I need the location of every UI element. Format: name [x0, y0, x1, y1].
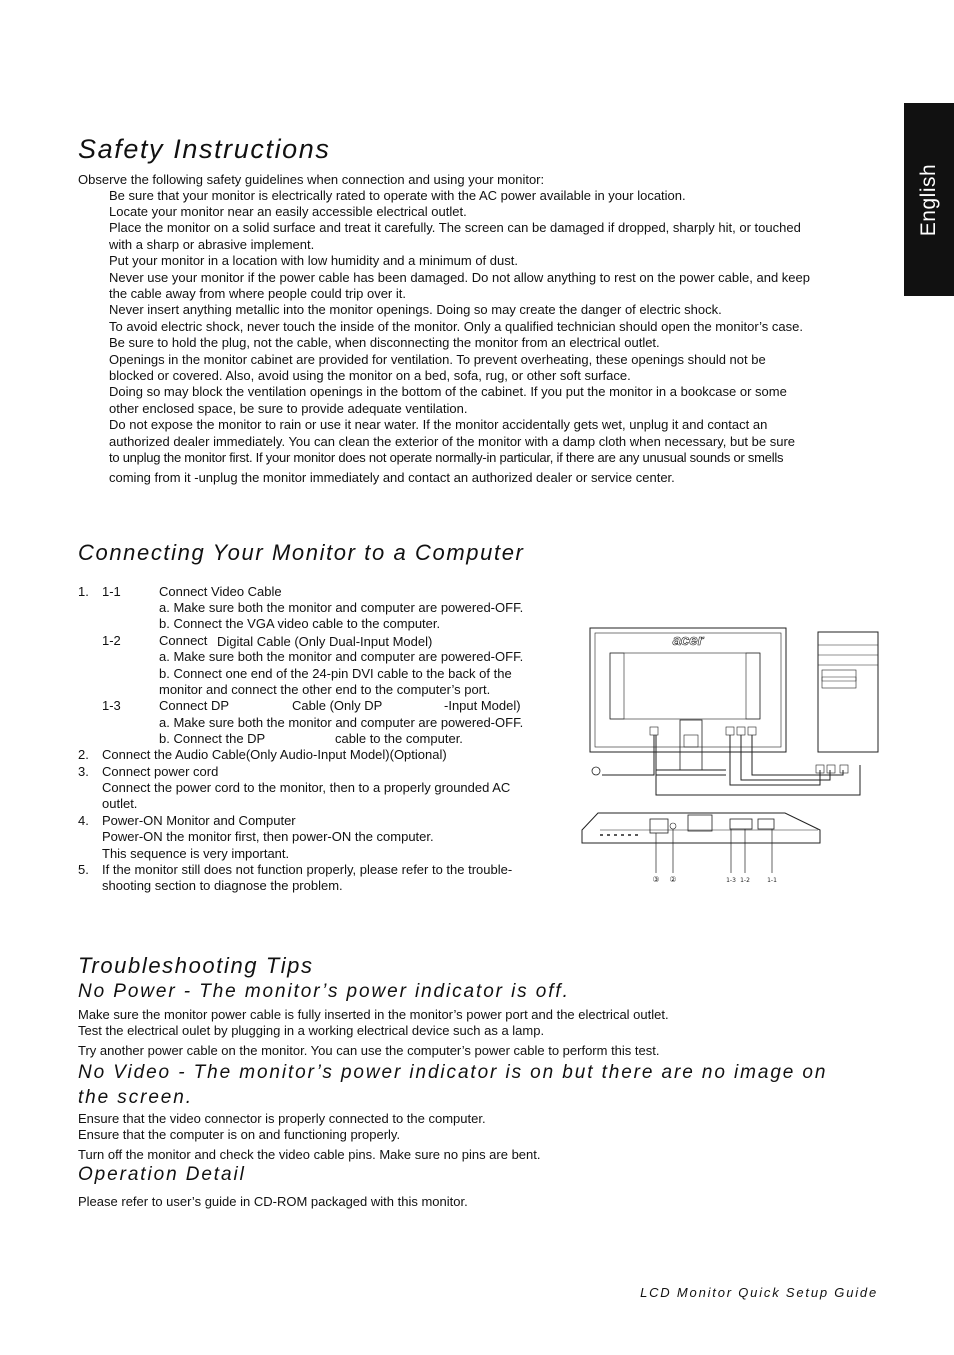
safety-title: Safety Instructions: [78, 134, 331, 164]
substep-text: b. Connect the DP: [159, 731, 266, 746]
step-title: Power-ON Monitor and Computer: [102, 813, 296, 828]
connecting-title: Connecting Your Monitor to a Computer: [78, 540, 525, 565]
step-text: If the monitor still does not function properly, please refer to the trouble-: [102, 862, 513, 877]
safety-line: to unplug the monitor first. If your monitor does not operate normally-in particular, if there are any unusual sounds or smells: [109, 450, 784, 465]
no-power-heading: No Power - The monitor’s power indicator is off.: [78, 981, 570, 1002]
safety-line: Doing so may block the ventilation openings in the bottom of the cabinet. If you put the monitor in a bookcase or some: [109, 384, 787, 399]
safety-line: Locate your monitor near an easily accessible electrical outlet.: [109, 204, 467, 219]
language-tab: [904, 103, 954, 296]
no-video-text: Turn off the monitor and check the video cable pins. Make sure no pins are bent.: [78, 1147, 541, 1162]
safety-line: Do not expose the monitor to rain or use it near water. If the monitor accidentally gets wet, unplug it and contact an: [109, 417, 768, 432]
substep-title: Cable (Only DP: [292, 698, 383, 713]
safety-line: Be sure to hold the plug, not the cable, when disconnecting the monitor from an electrical outlet.: [109, 335, 660, 350]
substep-title: Digital Cable (Only Dual-Input Model): [217, 634, 433, 649]
safety-line: Place the monitor on a solid surface and treat it carefully. The screen can be damaged if dropped, sharply hit, or touched: [109, 220, 801, 235]
no-power-text: Make sure the monitor power cable is fully inserted in the monitor’s power port and the electrical outlet.: [78, 1007, 669, 1022]
operation-detail-heading: Operation Detail: [78, 1164, 246, 1185]
substep-number: 1-2: [102, 633, 121, 648]
connection-diagram: [580, 625, 880, 887]
safety-line: with a sharp or abrasive implement.: [109, 237, 315, 252]
step-text: Connect the Audio Cable(Only Audio-Input Model)(Optional): [102, 747, 447, 762]
substep-text: a. Make sure both the monitor and computer are powered-OFF.: [159, 600, 524, 615]
substep-number: 1-1: [102, 584, 121, 599]
step-title: Connect power cord: [102, 764, 219, 779]
no-video-heading: No Video - The monitor’s power indicator is on but there are no image on the screen.: [78, 1062, 828, 1108]
no-video-text: Ensure that the computer is on and functioning properly.: [78, 1127, 401, 1142]
substep-text: b. Connect one end of the 24-pin DVI cable to the back of the: [159, 666, 512, 681]
safety-line: To avoid electric shock, never touch the inside of the monitor. Only a qualified technician should open the monitor’s case.: [109, 319, 803, 334]
acer-logo: acer: [672, 632, 704, 649]
callout-label: 1-2: [740, 877, 750, 884]
step-text: Connect the power cord to the monitor, then to a properly grounded AC: [102, 780, 511, 795]
substep-title: -Input Model): [444, 698, 521, 713]
no-power-text: Test the electrical oulet by plugging in a working electrical device such as a lamp.: [78, 1023, 545, 1038]
substep-title: Connect DP: [159, 698, 230, 713]
substep-title: Connect: [159, 633, 208, 648]
language-tab-label: English: [917, 163, 940, 236]
callout-label: 1-1: [767, 877, 777, 884]
monitor-bottom-view: [582, 813, 820, 843]
safety-line: coming from it -unplug the monitor immediately and contact an authorized dealer or service center.: [109, 470, 675, 485]
step-number: 5.: [78, 862, 89, 877]
safety-intro: Observe the following safety guidelines when connection and using your monitor:: [78, 172, 545, 187]
safety-line: authorized dealer immediately. You can clean the exterior of the monitor with a damp cloth when necessary, but be sure: [109, 434, 796, 449]
operation-detail-text: Please refer to user’s guide in CD-ROM packaged with this monitor.: [78, 1194, 468, 1209]
safety-line: Be sure that your monitor is electrically rated to operate with the AC power available in your location.: [109, 188, 686, 203]
step-text: Power-ON the monitor first, then power-ON the computer.: [102, 829, 434, 844]
troubleshooting-title: Troubleshooting Tips: [78, 953, 314, 978]
safety-line: the cable away from where people could trip over it.: [109, 286, 406, 301]
substep-text: a. Make sure both the monitor and computer are powered-OFF.: [159, 649, 524, 664]
pc-tower-outline: [818, 632, 878, 752]
safety-line: Openings in the monitor cabinet are provided for ventilation. To prevent overheating, these openings should not be: [109, 352, 766, 367]
safety-line: Never use your monitor if the power cable has been damaged. Do not allow anything to rest on the power cable, and keep: [109, 270, 810, 285]
step-text: This sequence is very important.: [102, 846, 290, 861]
step-number: 3.: [78, 764, 89, 779]
safety-line: Put your monitor in a location with low humidity and a minimum of dust.: [109, 253, 518, 268]
step-number: 4.: [78, 813, 89, 828]
no-power-text: Try another power cable on the monitor. You can use the computer’s power cable to perform this test.: [78, 1043, 660, 1058]
no-video-text: Ensure that the video connector is properly connected to the computer.: [78, 1111, 486, 1126]
step-text: shooting section to diagnose the problem.: [102, 878, 343, 893]
step-number: 1.: [78, 584, 89, 599]
substep-text: cable to the computer.: [335, 731, 463, 746]
substep-title: Connect Video Cable: [159, 584, 282, 599]
page-footer: LCD Monitor Quick Setup Guide: [640, 1285, 878, 1300]
substep-text: monitor and connect the other end to the computer’s port.: [159, 682, 491, 697]
substep-text: a. Make sure both the monitor and computer are powered-OFF.: [159, 715, 524, 730]
step-text: outlet.: [102, 796, 138, 811]
callout-label: 1-3: [726, 877, 736, 884]
safety-line: Never insert anything metallic into the monitor openings. Doing so may create the danger of electric shock.: [109, 302, 722, 317]
callout-label: ③: [652, 875, 660, 884]
step-number: 2.: [78, 747, 89, 762]
substep-number: 1-3: [102, 698, 121, 713]
callout-label: ②: [669, 875, 677, 884]
safety-line: blocked or covered. Also, avoid using the monitor on a bed, sofa, rug, or other soft surface.: [109, 368, 631, 383]
substep-text: b. Connect the VGA video cable to the computer.: [159, 616, 441, 631]
safety-line: other enclosed space, be sure to provide adequate ventilation.: [109, 401, 468, 416]
